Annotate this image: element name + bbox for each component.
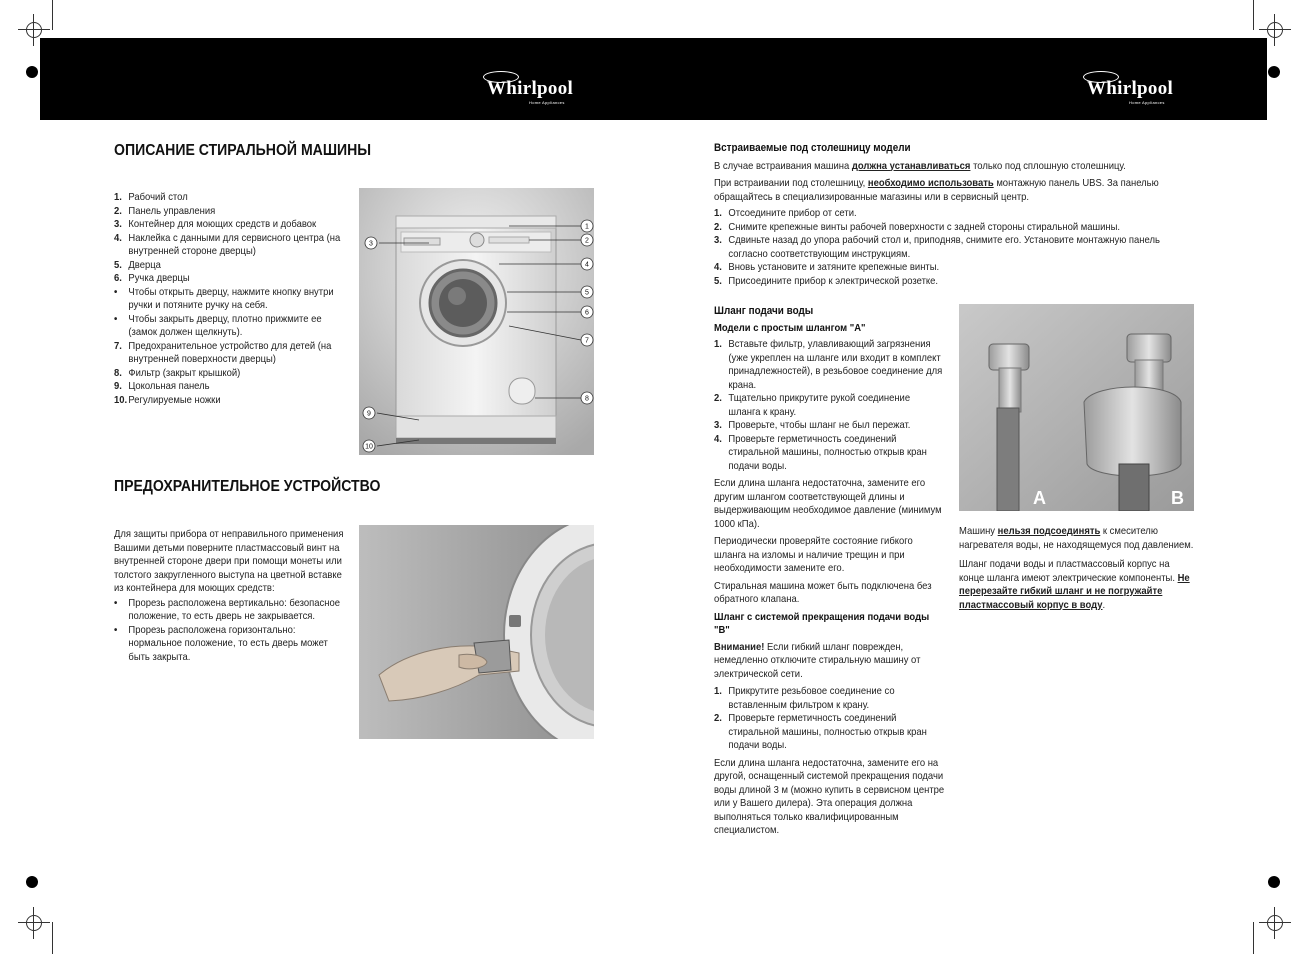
registration-mark — [24, 20, 44, 40]
list-text: Регулируемые ножки — [128, 393, 221, 406]
crop-line — [1253, 0, 1254, 30]
list-text: Проверьте герметичность соединений стиральной машины, полностью открыв кран подачи воды. — [728, 712, 927, 751]
list-text: Прорезь расположена вертикально: безопасное положение, то есть дверь не закрывается. — [128, 596, 340, 622]
callout-number: 6 — [585, 309, 589, 317]
crop-line — [52, 922, 53, 954]
registration-dot — [26, 66, 38, 78]
parts-list-item — [114, 218, 350, 232]
parts-list-item — [114, 272, 350, 286]
brand-logo — [487, 78, 574, 105]
brand-sub: Home Appliances — [1129, 100, 1165, 105]
list-text: Предохранительное устройство для детей (на внутренней поверхности дверцы) — [128, 339, 332, 365]
registration-dot — [1268, 876, 1280, 888]
built-in-step — [714, 221, 1196, 235]
list-number: 1. — [714, 207, 722, 219]
list-text: Цокольная панель — [128, 380, 210, 392]
built-in-step — [714, 275, 1196, 289]
crop-line — [52, 0, 53, 30]
registration-mark — [24, 913, 44, 933]
list-number: 9. — [114, 380, 122, 392]
list-number: • — [114, 596, 118, 609]
list-text: Снимите крепежные винты рабочей поверхности с задней стороны стиральной машины. — [728, 220, 1120, 233]
hose-illustration — [959, 304, 1194, 511]
callout-number: 1 — [585, 223, 589, 231]
list-text: Фильтр (закрыт крышкой) — [128, 366, 241, 379]
callout-number: 8 — [585, 395, 589, 403]
callout-number: 4 — [585, 261, 589, 269]
list-number: 1. — [114, 191, 122, 203]
warning-mixer: Машину нельзя подсоединять к смесителю нагревателя воды, не находящемуся под давлением. — [959, 525, 1194, 551]
list-text: Проверьте герметичность соединений стиральной машины, полностью открыв кран подачи воды. — [728, 432, 927, 472]
warning-electrical: Шланг подачи воды и пластмассовый корпус на конце шланга имеют электрические компоненты. Не перерезайте гибкий шланг и не погружайте пластмассовый корпус в воду. — [959, 558, 1190, 611]
hose-length-b: Если длина шланга недостаточна, замените его на другой, оснащенный системой прекращения подачи воды длиной 3 м (можно купить в сервисном центре или у Вашего дилера). Эта операция должна выполняться только квалифицированным специалистом. — [714, 756, 945, 836]
list-text: Тщательно прикрутите рукой соединение шланга к крану. — [728, 392, 911, 418]
list-number: 4. — [714, 261, 722, 273]
list-text: Прорезь расположена горизонтально: нормальное положение, то есть дверь может быть закрыта. — [128, 623, 328, 663]
parts-list-item — [114, 286, 350, 313]
list-text: Чтобы закрыть дверцу, плотно прижмите ее (замок должен щелкнуть). — [128, 312, 322, 338]
hose-step-b — [714, 685, 944, 712]
list-text: Ручка дверцы — [128, 272, 190, 284]
list-text: Проверьте, чтобы шланг не был пережат. — [728, 419, 911, 431]
registration-mark — [1265, 20, 1285, 40]
parts-list — [114, 191, 350, 407]
list-number: 5. — [114, 258, 122, 271]
parts-list-item — [114, 259, 350, 273]
callout-number: 2 — [585, 237, 589, 245]
callout-number: 3 — [369, 240, 373, 248]
list-text: Контейнер для моющих средств и добавок — [128, 218, 317, 230]
list-number: 10. — [114, 393, 128, 406]
crop-line — [1253, 922, 1254, 954]
hose-step-a — [714, 338, 944, 392]
photo-label-b: B — [1171, 488, 1184, 508]
child-lock-photo — [359, 525, 594, 739]
list-number: • — [114, 285, 118, 298]
callout-number: 9 — [367, 410, 371, 418]
callout-number: 7 — [585, 337, 589, 345]
parts-list-item — [114, 191, 350, 205]
list-number: 2. — [714, 220, 722, 233]
list-number: 2. — [714, 392, 722, 404]
callout-number: 10 — [365, 443, 373, 451]
list-number: 8. — [114, 366, 122, 379]
hose-check: Периодически проверяйте состояние гибкого шланга на изломы и наличие трещин и при необходимости замените его. — [714, 535, 913, 574]
list-text: Прикрутите резьбовое соединение со вставленным фильтром к крану. — [728, 685, 895, 711]
hose-warnings — [959, 525, 1195, 612]
parts-list-item — [114, 340, 350, 367]
hose-step-a — [714, 433, 944, 474]
washing-machine-photo — [359, 188, 594, 455]
washing-machine-illustration — [359, 188, 594, 455]
brand-sub: Home Appliances — [529, 100, 565, 105]
list-text: Сдвиньте назад до упора рабочий стол и, приподняв, снимите его. Установите монтажную панель согласно соответствующим инструкциям. — [728, 234, 1160, 260]
list-text: Чтобы открыть дверцу, нажмите кнопку внутри ручки и потяните ручку на себя. — [128, 285, 334, 311]
hose-heading: Шланг подачи воды — [714, 305, 814, 317]
registration-dot — [26, 876, 38, 888]
hose-length: Если длина шланга недостаточна, замените его другим шлангом соответствующей длины и выдерживающим необходимое давление (минимум 1000 кПа). — [714, 477, 942, 530]
safety-bullet — [114, 624, 350, 665]
built-in-step — [714, 207, 1196, 221]
list-number: • — [114, 312, 118, 325]
header-band-right — [654, 38, 1267, 120]
parts-list-item — [114, 232, 350, 259]
hose-step-b — [714, 712, 944, 753]
list-number: • — [114, 623, 118, 636]
list-text: Наклейка с данными для сервисного центра (на внутренней стороне дверцы) — [128, 231, 341, 257]
parts-list-item — [114, 367, 350, 381]
parts-list-item — [114, 205, 350, 219]
built-in-p1: В случае встраивания машина должна устанавливаться только под сплошную столешницу. — [714, 159, 1126, 172]
registration-mark — [1265, 913, 1285, 933]
list-number: 2. — [114, 204, 122, 217]
list-number: 2. — [714, 712, 722, 724]
list-number: 4. — [114, 231, 122, 244]
list-text: Рабочий стол — [128, 191, 188, 203]
list-text: Панель управления — [128, 204, 216, 217]
list-number: 1. — [714, 685, 722, 697]
built-in-step — [714, 261, 1196, 275]
list-number: 4. — [714, 432, 722, 445]
logo-oval — [483, 71, 519, 83]
list-number: 3. — [714, 419, 722, 431]
brand-logo — [1087, 78, 1174, 105]
section-title-description: ОПИСАНИЕ СТИРАЛЬНОЙ МАШИНЫ — [114, 142, 372, 159]
parts-list-item — [114, 313, 350, 340]
list-number: 3. — [114, 218, 122, 230]
list-text: Вновь установите и затяните крепежные винты. — [728, 261, 940, 273]
list-text: Отсоедините прибор от сети. — [728, 207, 857, 219]
safety-text — [114, 528, 350, 664]
registration-dot — [1268, 66, 1280, 78]
parts-list-item — [114, 394, 350, 408]
list-text: Вставьте фильтр, улавливающий загрязнения (уже укреплен на шланге или входит в комплект принадлежностей), в резьбовое соединение для крана. — [728, 338, 943, 391]
section-title-safety: ПРЕДОХРАНИТЕЛЬНОЕ УСТРОЙСТВО — [114, 478, 381, 495]
built-in-step — [714, 234, 1196, 261]
brand-name: Whirlpool — [1087, 78, 1174, 99]
safety-intro: Для защиты прибора от неправильного применения Вашими детьми поверните пластмассовый винт на внутренней стороне двери при помощи монеты или толстого закругленного выступа на цветной вставке из контейнера для моющих средств: — [114, 528, 344, 594]
list-text: Дверца — [128, 258, 161, 271]
list-text: Присоедините прибор к электрической розетке. — [728, 274, 939, 287]
hose-attention: Внимание! Если гибкий шланг поврежден, немедленно отключите стиральную машину от электрической сети. — [714, 640, 921, 680]
logo-oval — [1083, 71, 1119, 83]
list-number: 7. — [114, 339, 122, 352]
brand-name: Whirlpool — [487, 78, 574, 99]
safety-bullet — [114, 597, 350, 624]
built-in-p2: При встраивании под столешницу, необходимо использовать монтажную панель UBS. За панелью обращайтесь в специализированные магазины или в сервисный центр. — [714, 177, 1159, 203]
hose-step-a — [714, 419, 944, 433]
built-in-section — [714, 142, 1196, 288]
hose-sub-b: Шланг с системой прекращения подачи воды "B" — [714, 610, 930, 636]
callout-number: 5 — [585, 289, 589, 297]
list-number: 6. — [114, 272, 122, 284]
hose-section — [714, 305, 944, 838]
hose-step-a — [714, 392, 944, 419]
photo-label-a: A — [1033, 488, 1046, 508]
parts-list-item — [114, 380, 350, 394]
child-lock-illustration — [359, 525, 594, 739]
list-number: 3. — [714, 234, 722, 246]
list-number: 1. — [714, 338, 722, 350]
hose-valve: Стиральная машина может быть подключена без обратного клапана. — [714, 579, 932, 605]
built-in-heading: Встраиваемые под столешницу модели — [714, 142, 911, 154]
hose-photo — [959, 304, 1194, 511]
list-number: 5. — [714, 274, 722, 287]
hose-sub-a: Модели с простым шлангом "A" — [714, 321, 866, 334]
